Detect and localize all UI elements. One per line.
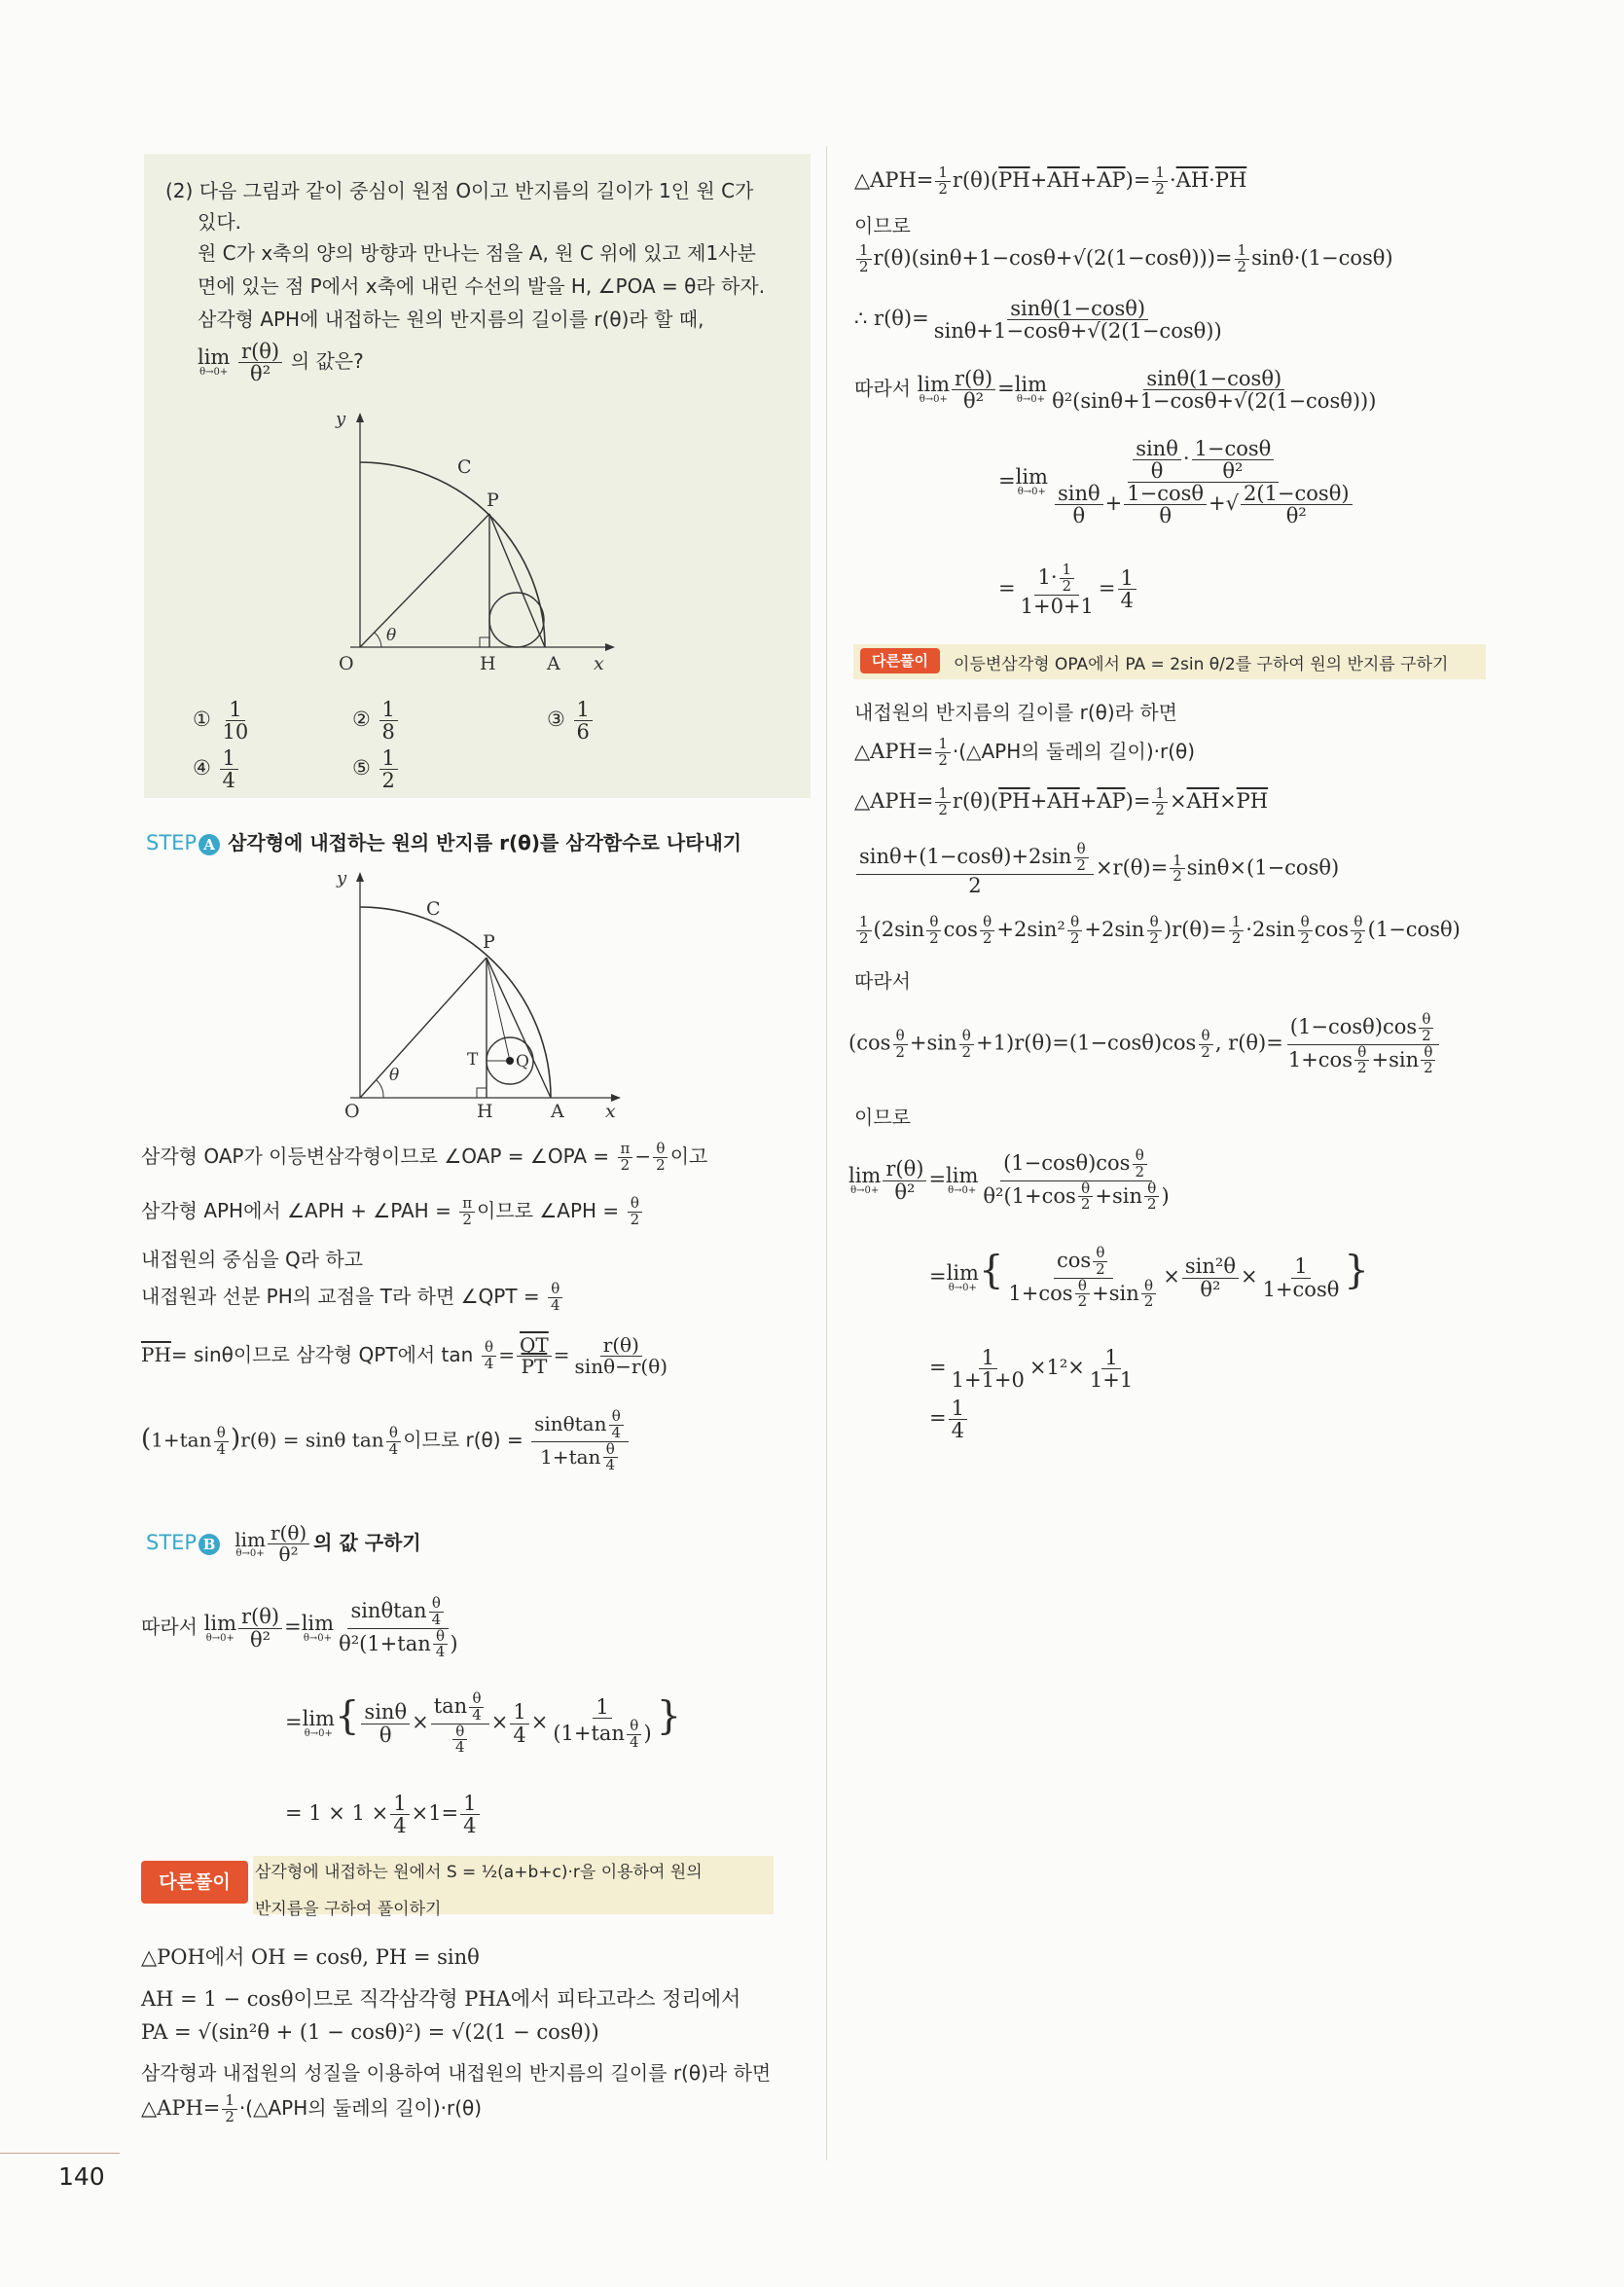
solution-line: = $\frac{1}{1+1+0}$ ×1²× $\frac{1}{1+1}$ (929, 1346, 1134, 1393)
choice-5[interactable] (352, 747, 400, 791)
solution-line: 내접원의 반지름의 길이를 r(θ)라 하면 (854, 701, 1177, 724)
alt-solution-title: 이등변삼각형 OPA에서 PA = 2sin θ/2를 구하여 원의 반지름 구하기 (954, 655, 1449, 674)
choice-4[interactable] (193, 747, 240, 791)
fig-label-t: T (467, 1050, 479, 1070)
fig-label-x: x (594, 653, 604, 674)
text-segment: 이므로 ∠APH = (477, 1199, 620, 1222)
text-segment: 삼각형 APH에서 ∠APH + ∠PAH = (141, 1199, 451, 1222)
text-segment: 이고 (669, 1144, 708, 1168)
alt-solution-title: 반지름을 구하여 풀이하기 (255, 1900, 442, 1919)
text-segment: = 1 × 1 × (285, 1801, 389, 1826)
choice-2[interactable] (352, 699, 400, 743)
choice-den: 2 (381, 769, 395, 793)
alt-solution-title: 삼각형에 내접하는 원에서 S = ½(a+b+c)·r을 이용하여 원의 (255, 1863, 703, 1882)
solution-line: 삼각형 APH에서 ∠APH + ∠PAH = $\frac{\pi}{2}$ 이므로 ∠APH = $\frac{\theta}{2}$ (141, 1195, 644, 1228)
choice-mark: ③ (547, 708, 565, 732)
solution-line: lim θ→0+ $\frac{r(\theta)}{\text{θ²}}$ = lim θ→0+ (1−cosθ)cos $\frac{\theta}{2}$ θ²(1+cos $\frac{\theta}{2}$ +sin $\frac{\theta}{2}$ ) (848, 1146, 1170, 1214)
text-segment: = sinθ이므로 삼각형 QPT에서 tan (170, 1343, 474, 1366)
step-a-figure (331, 866, 632, 1119)
choice-num: 1 (220, 747, 238, 770)
text-segment: 따라서 (854, 377, 911, 401)
solution-line: △APH= $\frac{1}{2}$ $r(\theta)(\overline{PH}+\overline{AH}+\overline{AP})=$ $\frac{1}{2}$ $\times\overline{AH}\times\overline{PH}$ (854, 784, 1269, 818)
choice-num: 1 (226, 699, 244, 721)
text-segment: ·(△APH의 둘레의 길이)·r(θ) (238, 2096, 483, 2120)
fig-label-theta: θ (386, 626, 397, 645)
problem-line: 있다. (198, 210, 241, 234)
choice-den: 8 (381, 720, 395, 744)
problem-limit-question: lim θ→0+ $\frac{r(\theta)}{\text{θ²}}$ 의 값은? (198, 340, 364, 386)
solution-line: 내접원과 선분 PH의 교점을 T라 하면 ∠QPT = $\frac{\theta}{4}$ (141, 1281, 565, 1314)
fig-label-a: A (547, 653, 560, 674)
page-number: 140 (58, 2162, 105, 2191)
text-segment: ∴ (854, 307, 868, 331)
solution-line: = 1 × 1 × $\frac{1}{4}$ ×1= $\frac{1}{4}$ (285, 1793, 482, 1836)
choice-mark: ⑤ (352, 756, 371, 780)
solution-line: PA = √(sin²θ + (1 − cosθ)²) = √(2(1 − cosθ)) (141, 2020, 599, 2044)
solution-line: 따라서 lim θ→0+ $\frac{r(\theta)}{\text{θ²}}$ = lim θ→0+ sinθtan $\frac{\theta}{4}$ θ²(1+tan $\frac{\theta}{4}$ ) (141, 1594, 458, 1661)
problem-line: (2) 다음 그림과 같이 중심이 원점 O이고 반지름의 길이가 1인 원 C가 (165, 179, 754, 202)
step-b-heading: STEP B lim θ→0+ $\frac{r(\theta)}{\text{θ²}}$ 의 값 구하기 (146, 1521, 421, 1566)
choice-num: 1 (379, 699, 398, 721)
step-letter: A (198, 834, 220, 855)
choice-den: 6 (576, 720, 590, 744)
step-title: 삼각형에 내접하는 원의 반지름 r(θ)를 삼각함수로 나타내기 (228, 831, 742, 854)
choice-mark: ② (352, 708, 371, 732)
lim-operator: lim θ→0+ (198, 345, 231, 379)
choice-3[interactable] (547, 699, 595, 743)
text-segment: 삼각형 OAP가 이등변삼각형이므로 ∠OAP = ∠OPA = (141, 1144, 610, 1168)
solution-line: = lim θ→0+ { $\frac{\sin\theta}{\theta}$ × tan $\frac{\theta}{4}$ $\frac{\theta}{4}$ × $\frac{1}{4}$ × 1 (1+tan $\frac{\theta}{4}$ ) } (285, 1689, 682, 1757)
solution-line: (1+tan $\frac{\theta}{4}$ )r(θ) = sinθ tan $\frac{\theta}{4}$ 이므로 r(θ) = sinθtan $\frac{\theta}{4}$ 1+tan $\frac{\theta}{4}$ (141, 1409, 631, 1473)
solution-line: = $\frac{1}{4}$ (929, 1398, 969, 1441)
solution-line: = lim θ→0+ { cos $\frac{\theta}{2}$ 1+cos $\frac{\theta}{2}$ +sin $\frac{\theta}{2}$ × $\frac{\text{sin²θ}}{\text{θ²}}$ × $\frac{1}{1+\cos\theta}$ } (929, 1244, 1369, 1311)
solution-line: ∴ r(θ)= $\frac{\sin\theta(1-\cos\theta)}{\sin\theta+1-\cos\theta+√(2(1-\cos\theta))}$ (854, 297, 1222, 344)
choice-den: 10 (222, 720, 249, 744)
text-segment: 따라서 (141, 1615, 198, 1639)
problem-line: 원 C가 x축의 양의 방향과 만나는 점을 A, 원 C 위에 있고 제1사분 (198, 241, 756, 265)
fig-label-c: C (426, 898, 441, 920)
step-letter: B (198, 1534, 220, 1555)
solution-line: 따라서 lim θ→0+ $\frac{r(\theta)}{\text{θ²}}$ = lim θ→0+ $\frac{\sin\theta(1-\cos\theta)}{\text{θ²(sinθ+1−cosθ+√(2(1−cosθ)))}}$ (854, 367, 1377, 414)
alt-solution-badge: 다른풀이 (860, 648, 940, 673)
solution-line: = lim θ→0+ $\frac{\sin\theta}{\theta}$ · $\frac{1-\cos\theta}{\text{θ²}}$ $\frac{\sin\theta}{\theta}$ + $\frac{1-\cos\theta}{\theta}$ +√ $\frac{2(1-\cos\theta)}{\text{θ²}}$ (998, 438, 1359, 526)
solution-line: $\overline{PH}= \sin\theta$이므로 삼각형 QPT에서 tan $\frac{\theta}{4}$ = $\frac{\overline{QT}}{PT}$ = $\frac{r(\theta)}{\sin\theta-r(\theta)}$ (141, 1333, 668, 1378)
fig-label-o: O (339, 653, 354, 674)
solution-line: sinθ+(1−cosθ)+2sin $\frac{\theta}{2}$ 2 ×r(θ)= $\frac{1}{2}$ sinθ×(1−cosθ) (854, 842, 1339, 896)
problem-line: 면에 있는 점 P에서 x축에 내린 수선의 발을 H, ∠POA = θ라 하자. (198, 274, 766, 298)
text-segment: 이므로 r(θ) = (403, 1428, 523, 1452)
fig-label-y: y (337, 868, 347, 889)
solution-line: 따라서 (854, 969, 911, 993)
solution-line: 내접원의 중심을 Q라 하고 (141, 1248, 364, 1271)
step-label: STEP (146, 831, 198, 854)
solution-line: 이므로 (854, 1106, 911, 1129)
problem-line: 의 값은? (290, 349, 364, 374)
solution-line: △APH= $\frac{1}{2}$ ·(△APH의 둘레의 길이)·r(θ) (854, 735, 1196, 769)
text-segment: r(θ) = sinθ tan (240, 1428, 384, 1452)
solution-line: $\frac{1}{2}$ r(θ)(sinθ+1−cosθ+√(2(1−cosθ)))= $\frac{1}{2}$ sinθ·(1−cosθ) (854, 243, 1393, 275)
fig-label-p: P (483, 931, 495, 953)
fig-label-y: y (336, 409, 346, 429)
choice-num: 1 (574, 699, 593, 721)
step-a-heading (146, 827, 741, 855)
alt-solution-badge: 다른풀이 (141, 1861, 248, 1904)
fig-label-q: Q (516, 1052, 529, 1071)
problem-line: 삼각형 APH에 내접하는 원의 반지름의 길이를 r(θ)라 할 때, (198, 308, 704, 331)
fig-label-c: C (457, 456, 472, 478)
solution-line: 삼각형 OAP가 이등변삼각형이므로 ∠OAP = ∠OPA = $\frac{\pi}{2}$ − $\frac{\theta}{2}$ 이고 (141, 1140, 708, 1174)
choice-1[interactable] (193, 699, 253, 743)
solution-line: 삼각형과 내접원의 성질을 이용하여 내접원의 반지름의 길이를 r(θ)라 하면 (141, 2061, 772, 2085)
column-divider (826, 146, 827, 2160)
choice-mark: ④ (193, 756, 211, 780)
fig-label-o: O (344, 1101, 360, 1119)
solution-line: △POH에서 OH = cosθ, PH = sinθ (141, 1945, 480, 1969)
solution-line: AH = 1 − cosθ이므로 직각삼각형 PHA에서 피타고라스 정리에서 (141, 1987, 741, 2011)
fig-label-h: H (477, 1101, 493, 1119)
choice-num: 1 (379, 747, 398, 770)
solution-line: = 1· $\frac{1}{2}$ 1+0+1 = $\frac{1}{4}$ (998, 563, 1138, 617)
choice-den: 4 (222, 769, 235, 793)
solution-line: (cos $\frac{\theta}{2}$ +sin $\frac{\theta}{2}$ +1)r(θ)=(1−cosθ)cos $\frac{\theta}{2}$ , r(θ)= (1−cosθ)cos $\frac{\theta}{2}$ 1+cos $\frac{\theta}{2}$ +sin $\frac{\theta}{2}$ (848, 1012, 1443, 1076)
solution-line: 이므로 (854, 214, 911, 237)
problem-figure (321, 409, 623, 676)
text-segment: ·(△APH의 둘레의 길이)·r(θ) (952, 740, 1196, 763)
fig-label-theta: θ (389, 1066, 400, 1085)
solution-line: △APH= $\frac{1}{2}$ ·(△APH의 둘레의 길이)·r(θ) (141, 2091, 483, 2125)
footer-rule (0, 2153, 120, 2154)
fig-label-p: P (487, 490, 499, 511)
step-title: 의 값 구하기 (313, 1531, 421, 1554)
fig-label-h: H (480, 653, 496, 674)
fig-label-x: x (605, 1101, 616, 1119)
solution-line: △APH= $\frac{1}{2}$ $r(\theta)(\overline{PH}+\overline{AH}+\overline{AP})=$ $\frac{1}{2}$ $\cdot\overline{AH}\cdot\overline{PH}$ (854, 163, 1247, 198)
text-segment: 내접원과 선분 PH의 교점을 T라 하면 ∠QPT = (141, 1285, 540, 1308)
choice-mark: ① (193, 708, 211, 732)
step-label: STEP (146, 1531, 198, 1554)
solution-line: $\frac{1}{2}$ (2sin $\frac{\theta}{2}$ cos $\frac{\theta}{2}$ +2sin² $\frac{\theta}{2}$ +2sin $\frac{\theta}{2}$ )r(θ)= $\frac{1}{2}$ ·2sin $\frac{\theta}{2}$ cos $\frac{\theta}{2}$ (1−cosθ) (854, 915, 1461, 947)
fig-label-a: A (551, 1101, 564, 1119)
